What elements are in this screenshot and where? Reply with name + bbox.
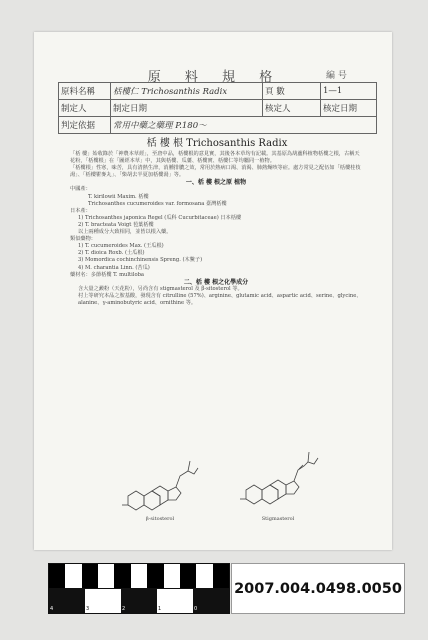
color-swatch (82, 564, 98, 588)
list-item: Trichosanthes cucumeroides var. formosana 臺灣栝樓 (88, 200, 227, 207)
form-cell: 制定人 (59, 100, 111, 117)
form-title: 原 料 規 格 (147, 70, 283, 85)
ruler-label: 4 (50, 606, 54, 612)
color-swatch (164, 564, 180, 588)
structure-caption: β-sitosterol (145, 516, 175, 522)
ruler-label: 0 (194, 606, 198, 612)
color-calibration-bar (48, 563, 230, 589)
list-note: 以上兩種成分大致相同，並皆以根入藥。 (78, 229, 172, 236)
form-cell: 栝樓仁 Trichosanthis Radix (111, 83, 263, 100)
form-cell: 1—1 (321, 83, 377, 100)
accession-number: 2007.004.0498.0050 (231, 563, 405, 614)
form-cell: 原料名稱 (59, 83, 111, 100)
color-swatch (147, 564, 163, 588)
color-swatch (213, 564, 229, 588)
color-swatch (49, 564, 65, 588)
color-swatch (114, 564, 130, 588)
list-item: 2) T. dioica Roxb. (土瓜根) (78, 250, 145, 257)
paragraph: 村上等研究本品之胺基酸，發現含有 citrulline (57%)、arginine、glutamic acid、aspartic acid、serine、glycine、alanine、γ-aminobutyric acid、ornithine 等。 (78, 292, 362, 306)
subheading: 類似藥物： (70, 236, 96, 243)
form-cell: 頁 數 (263, 83, 321, 100)
beta-sitosterol-structure (118, 446, 202, 516)
color-swatch (98, 564, 114, 588)
ruler-label: 2 (122, 606, 126, 612)
ruler-segment (85, 589, 121, 613)
subheading: 中國產： (70, 186, 91, 193)
stigmasterol-structure (236, 440, 320, 510)
ruler-segment (121, 589, 157, 613)
color-swatch (65, 564, 81, 588)
list-note: 藥材名：多節栝樓 T. multiloba (70, 271, 145, 278)
paragraph: 「栝 樓」始收錄於「神農本草經」，至唐中品，栝樓根的意見實，其後各本草均有記載。其基原為葫蘆科植物栝樓之根，古稱天花粉，「栝樓根」在「圖經本草」中，其與栝樓、瓜蔞、栝樓實、栝樓仁等均屬同一植物。 (70, 151, 360, 165)
document-body (70, 151, 362, 307)
list-item: 4) M. charantia Linn. (苦瓜) (78, 264, 150, 271)
form-cell: 核定日期 (321, 100, 377, 117)
list-item: 3) Momordica cochinchinensis Spreng. (木鱉子) (78, 257, 203, 264)
section-heading: 一、栝 樓 根之原 植物 (185, 179, 247, 187)
structure-caption: Stigmasterol (261, 516, 295, 522)
list-item: 1) T. cucumeroides Max. (王瓜根) (78, 243, 164, 250)
document-title: 栝 樓 根 Trichosanthis Radix (146, 138, 288, 149)
paragraph: 含大量之澱粉（天花粉），另尚含有 stigmasterol 及 β-sitosterol 等。 (78, 285, 243, 292)
spec-form-table (58, 82, 377, 134)
list-item: T. kirilowii Maxim. 栝樓 (88, 193, 149, 200)
ruler-segment (157, 589, 193, 613)
ruler-segment (49, 589, 85, 613)
form-cell: 制定日期 (111, 100, 263, 117)
subheading: 日本產： (70, 207, 91, 214)
scale-ruler (48, 588, 230, 614)
color-swatch (180, 564, 196, 588)
ruler-label: 1 (158, 606, 162, 612)
paragraph: 「栝樓根」性寒，味苦，具有清熱生津，消腫排膿之效，常用於熱病口渴、消渴、肺熱燥咳等症。處方常見之配伍如「栝樓桂枝湯」、「栝樓瞿麥丸」、「柴胡去半夏加栝樓湯」等。 (70, 165, 361, 179)
color-swatch (196, 564, 212, 588)
list-item: 2) T. bracteata Voigt 苞葉栝樓 (78, 221, 154, 228)
form-cell: 核定人 (263, 100, 321, 117)
list-item: 1) Trichosanthes japonica Regel (瓜科 Cucurbitaceae) 日本栝樓 (78, 214, 242, 221)
form-code-label: 編 号 (326, 71, 347, 81)
form-cell: 判定依据 (59, 117, 111, 134)
form-cell: 常用中藥之藥理 P.180～ (111, 117, 377, 134)
section-heading: 二、栝 樓 根之化學成分 (183, 278, 249, 286)
ruler-label: 3 (86, 606, 90, 612)
ruler-segment (193, 589, 229, 613)
color-swatch (131, 564, 147, 588)
